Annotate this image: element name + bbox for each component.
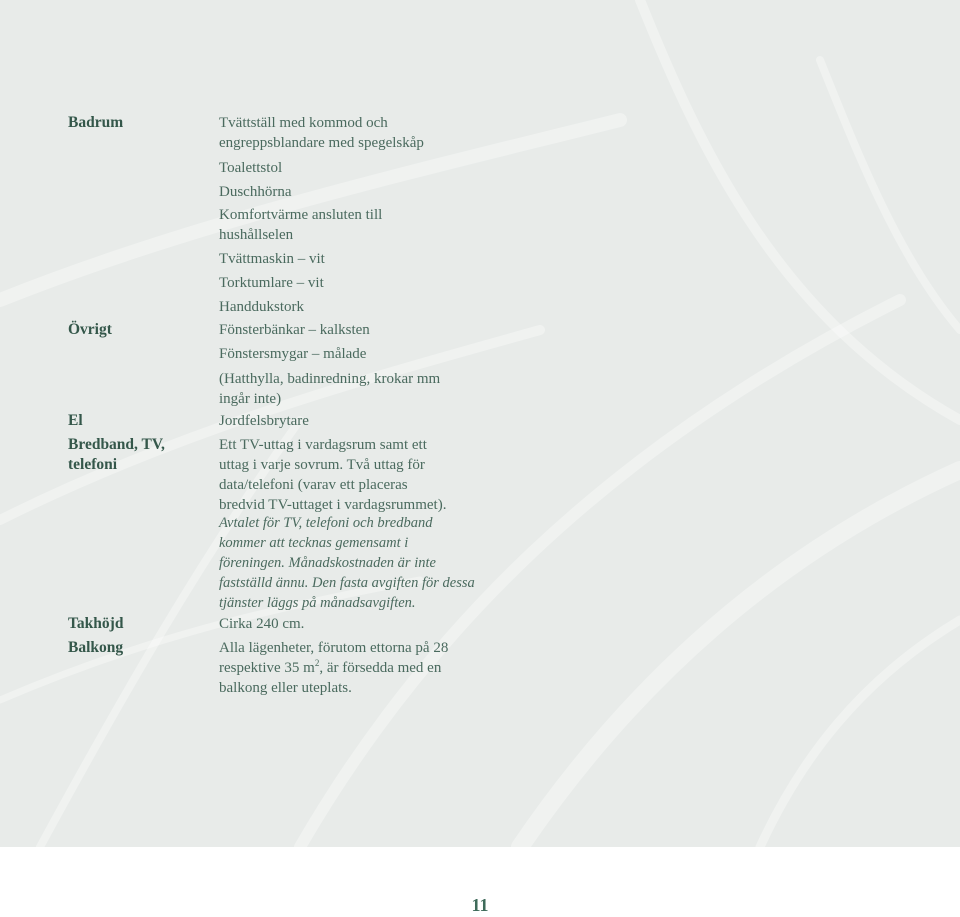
badrum-item-5: Tvättmaskin – vit (219, 251, 325, 267)
section-label-takhojd: Takhöjd (68, 615, 124, 632)
bredband-text: Ett TV-uttag i vardagsrum samt ett uttag i varje sovrum. Två uttag för data/telefoni (varav ett placeras bredvid TV-uttaget i vardagsrummet). (219, 437, 447, 513)
badrum-item-3: Duschhörna (219, 184, 292, 200)
ovrigt-item-3: (Hatthylla, badinredning, krokar mm ingår inte) (219, 371, 441, 407)
badrum-item-1: Tvättställ med kommod och engreppsblandare med spegelskåp (219, 115, 424, 151)
bredband-note: Avtalet för TV, telefoni och bredband kommer att tecknas gemensamt i föreningen. Månadskostnaden är inte fastställd ännu. Den fasta avgiften för dessa tjänster läggs på månadsavgiften. (219, 515, 475, 611)
page-number: 11 (471, 895, 489, 915)
badrum-item-6: Torktumlare – vit (219, 275, 324, 291)
badrum-item-2: Toalettstol (219, 160, 283, 176)
badrum-item-4: Komfortvärme ansluten till hushållselen (219, 207, 383, 243)
badrum-item-7: Handdukstork (219, 299, 304, 315)
el-item-1: Jordfelsbrytare (219, 413, 309, 429)
section-label-bredband: Bredband, TV, telefoni (68, 436, 165, 473)
takhojd-text: Cirka 240 cm. (219, 616, 305, 632)
section-label-balkong: Balkong (68, 639, 124, 656)
ovrigt-item-2: Fönstersmygar – målade (219, 346, 367, 362)
section-label-el: El (68, 412, 83, 429)
ovrigt-item-1: Fönsterbänkar – kalksten (219, 322, 370, 338)
section-label-ovrigt: Övrigt (68, 321, 112, 338)
balkong-text: Alla lägenheter, förutom ettorna på 28 respektive 35 $m^2$, är försedda med en balkong eller uteplats. (219, 640, 449, 696)
section-label-badrum: Badrum (68, 114, 124, 131)
